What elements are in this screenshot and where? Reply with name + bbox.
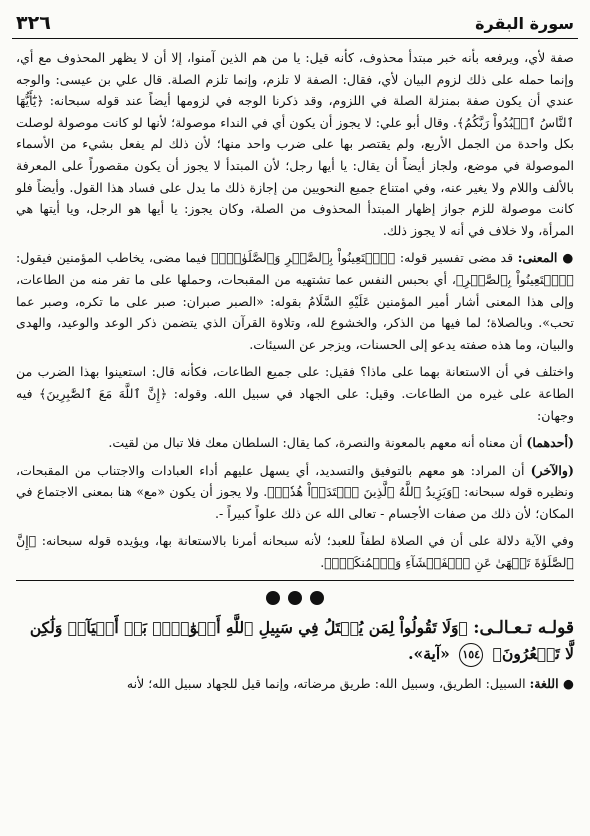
section-lead-meaning: ● المعنى:: [517, 250, 574, 266]
paragraph-second-view: [12, 460, 578, 525]
paragraph-text: صفة لأي، ويرفعه بأنه خبر مبتدأ محذوف، كأنه قيل: يا من هم الذين آمنوا، إلا أن لا يظهر المحذوف مع أي، وإنما حمله على ذلك لزوم البيان لأي، فقال: الصفة لا تلزم، وإنما تلزم الصلة. قال علي بن عيسى: والوجه عندي أن يكون صفة بمنزلة الصلة في اللزوم، وقد ذكرنا الوجه في لزومها أيضاً عند قوله سبحانه: ﴿يَٰٓأَيُّهَا ٱلنَّاسُ ٱعۡبُدُواْ رَبَّكُمُ﴾. وقال أبو علي: لا يجوز أن يكون أي في النداء موصولة؛ لأنها لو كانت موصولة لوصلت بكل واحدة من الجمل الأربع، ولم يقتصر بها على ضرب واحد منها؛ لأن ذلك لم يفعل بشيء من الأسماء الموصولة في موضع، ولجاز أيضاً أن يقال: يا أيها رجل؛ لأن المبتدأ لا يجوز أن يكون مقصوراً على المعرفة بالألف واللام ولا يغير عنه، وفي امتناع جميع النحويين من إجازة ذلك ما يدل على فساد هذا القول. وأيضاً فلو كانت موصولة للزم جواز إظهار المبتدأ المحذوف من الصلة، وكان يجوز: يا أيها هو الرجل، ويا أيتها هي المرأة، ولا خلاف في أنه لا يجوز ذلك.: [16, 50, 574, 238]
paragraph-prayer: [12, 530, 578, 573]
section-lead-second: (والآخر): [530, 462, 574, 478]
paragraph-text: قد مضى تفسير قوله: ﴿ٱسۡتَعِينُواْ بِٱلصَّبۡرِ وَٱلصَّلَوٰةِۚ﴾ فيما مضى، يخاطب المؤمنين فيقول: ﴿ٱسۡتَعِينُواْ بِٱلصَّبۡرِ﴾، أي بحبس النفس عما تشتهيه من المقبحات، وحملها على ما تفر منه من الطاعات، وإلى هذا المعنى أشار أمير المؤمنين عَلَيْهِ السَّلَامُ بقوله: «الصبر صبران: صبر على ما تكره، وصبر عما تحب». وبالصلاة؛ لما فيها من الذكر، والخشوع لله، وتلاوة القرآن الذي يتضمن ذكر الوعد والوعيد، والهدى والبيان، وما هذه صفته يدعو إلى الحسنات، ويزجر عن السيئات.: [16, 250, 574, 352]
verse-number-badge: ١٥٤: [459, 643, 483, 667]
separator-dot: [266, 591, 280, 605]
paragraph-text: واختلف في أن الاستعانة بهما على ماذا؟ فقيل: على جميع الطاعات، فكأنه قال: استعينوا بهذا الضرب من الطاعة على غيره من الطاعات. وقيل: على الجهاد في سبيل الله. وقوله: ﴿إِنَّ ٱللَّهَ مَعَ ٱلصَّٰبِرِينَ﴾ فيه وجهان:: [16, 364, 574, 423]
document-page: [12, 8, 578, 830]
verse-text: ﴿وَلَا تَقُولُواْ لِمَن يُقۡتَلُ فِي سَبِيلِ ٱللَّهِ أَمۡوَٰتُۢۚ بَلۡ أَحۡيَآءٞ وَلَٰكِن لَّا تَشۡعُرُونَ﴾: [29, 617, 574, 663]
quran-verse: [12, 615, 578, 667]
paragraph-text: أن المراد: هو معهم بالتوفيق والتسديد، أي يسهل عليهم أداء العبادات والاجتناب من المقبحات، ونظيره قوله سبحانه: ﴿وَيَزِيدُ ٱللَّهُ ٱلَّذِينَ ٱهۡتَدَوۡاْ هُدٗىۗ﴾. ولا يجوز أن يكون «مع» هنا بمعنى الاجتماع في المكان؛ لأن ذلك من صفات الأجسام - تعالى الله عن ذلك علواً كبيراً -.: [16, 462, 574, 521]
paragraph-text: أن معناه أنه معهم بالمعونة والنصرة، كما يقال: السلطان معك فلا تبال من لقيت.: [108, 435, 523, 451]
divider-line: [16, 580, 574, 581]
verse-suffix: «آية».: [408, 643, 450, 663]
paragraph-language: [12, 673, 578, 695]
paragraph-meaning: [12, 247, 578, 355]
section-separator: [12, 591, 578, 605]
paragraph-text: وفي الآية دلالة على أن في الصلاة لطفاً للعبد؛ لأنه سبحانه أمرنا بالاستعانة بها، ويؤيده قوله سبحانه: ﴿إِنَّ ٱلصَّلَوٰةَ تَنۡهَىٰ عَنِ ٱلۡفَحۡشَآءِ وَٱلۡمُنكَرِۗ﴾.: [16, 533, 574, 571]
paragraph-text: السبيل: الطريق، وسبيل الله: طريق مرضاته، وإنما قيل للجهاد سبيل الله؛ لأنه: [126, 675, 526, 691]
section-lead-language: ● اللغة:: [529, 675, 574, 691]
section-lead-first: (أحدهما): [526, 435, 574, 451]
paragraph-first-view: [12, 432, 578, 454]
separator-dot: [288, 591, 302, 605]
surah-title: سورة البقرة: [475, 13, 574, 33]
page-header: [12, 8, 578, 39]
verse-lead: قولـه تـعـالـى:: [473, 617, 574, 638]
separator-dot: [310, 591, 324, 605]
paragraph-grammar: [12, 47, 578, 241]
paragraph-dispute: [12, 361, 578, 426]
page-number: ٣٢٦: [16, 12, 51, 34]
